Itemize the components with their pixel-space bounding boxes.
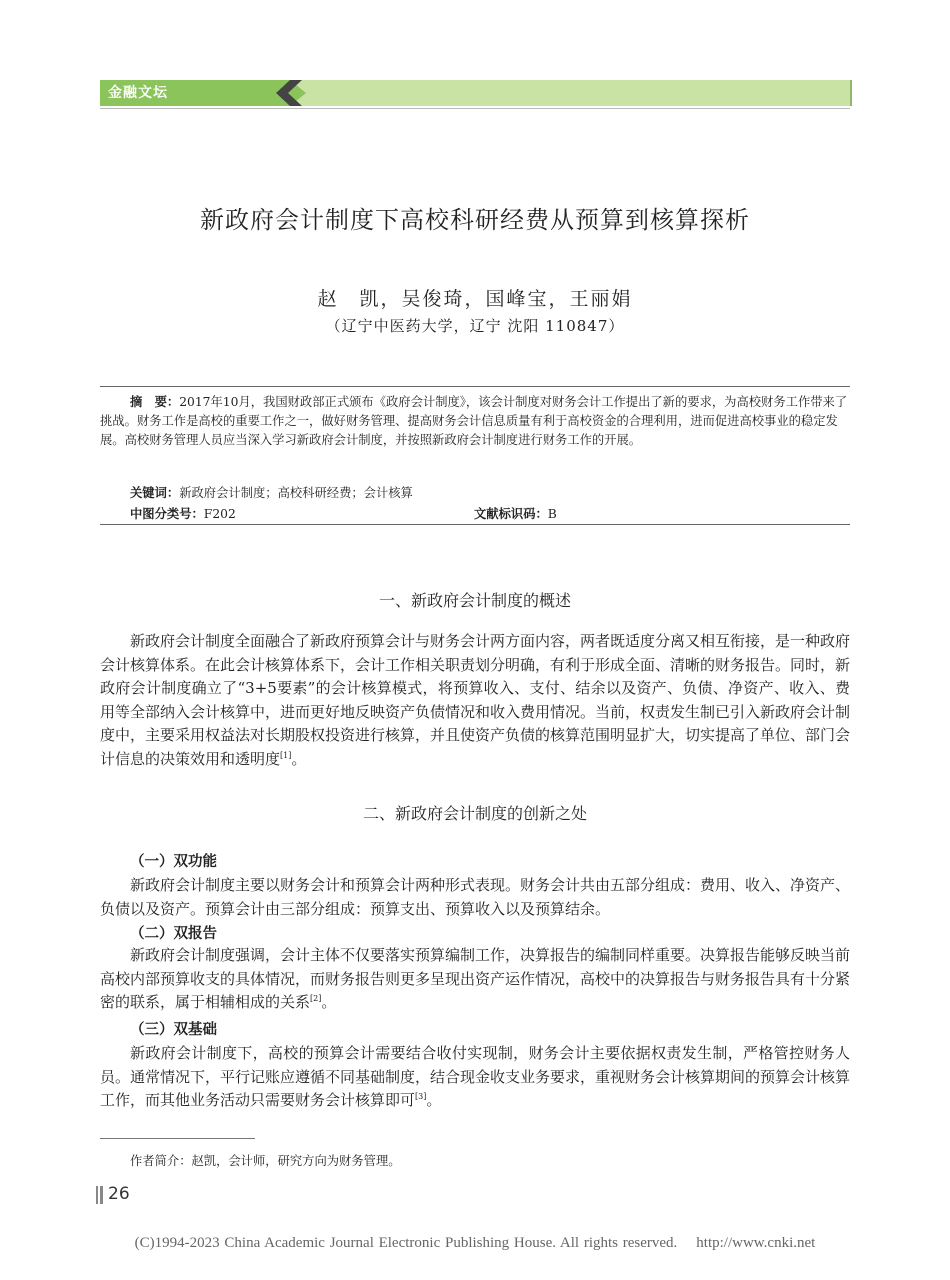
paper-authors: 赵 凯，吴俊琦，国峰宝，王丽娟 xyxy=(317,288,633,310)
classification-label: 中图分类号： xyxy=(130,507,204,521)
section-1-end: 。 xyxy=(291,749,307,768)
citation-2: [2] xyxy=(310,994,322,1003)
author-note: 作者简介：赵凯，会计师，研究方向为财务管理。 xyxy=(130,1154,401,1168)
footnote-rule xyxy=(100,1138,255,1139)
abstract-label: 摘 要： xyxy=(130,395,180,409)
subsection-3-paragraph xyxy=(100,1042,850,1113)
subsection-3-end: 。 xyxy=(426,1091,442,1109)
copyright-notice: (C)1994-2023 China Academic Journal Electronic Publishing House. All rights reserved. http://www.cnki.net xyxy=(134,1235,816,1251)
subsection-1-paragraph: 新政府会计制度主要以财务会计和预算会计两种形式表现。财务会计共由五部分组成：费用、收入、净资产、负债以及资产。预算会计由三部分组成：预算支出、预算收入以及预算结余。 xyxy=(100,876,851,918)
abstract-top-rule xyxy=(100,386,850,387)
page-marker-icon xyxy=(96,1186,104,1204)
citation-3: [3] xyxy=(415,1092,427,1101)
keywords xyxy=(130,483,413,501)
document-code xyxy=(474,504,557,522)
classification xyxy=(130,504,236,522)
section-2-heading: 二、新政府会计制度的创新之处 xyxy=(362,804,587,823)
abstract xyxy=(100,393,850,450)
paper-title: 新政府会计制度下高校科研经费从预算到核算探析 xyxy=(200,206,750,234)
abstract-text: 2017年10月，我国财政部正式颁布《政府会计制度》，该会计制度对财务会计工作提出了新的要求，为高校财务工作带来了挑战。财务工作是高校的重要工作之一，做好财务管理、提高财务会计信息质量有利于高校资金的合理利用，进而促进高校事业的稳定发展。高校财务管理人员应当深入学习新政府会计制度，并按照新政府会计制度进行财务工作的开展。 xyxy=(100,395,848,447)
paper-affiliation: （辽宁中医药大学，辽宁 沈阳 110847） xyxy=(325,317,625,335)
header-divider xyxy=(100,108,850,109)
subsection-3-text: 新政府会计制度下，高校的预算会计需要结合收付实现制，财务会计主要依据权责发生制，严格管控财务人员。通常情况下，平行记账应遵循不同基础制度，结合现金收支业务要求，重视财务会计核算期间的预算会计核算工作，而其他业务活动只需要财务会计核算即可 xyxy=(100,1044,851,1109)
subsection-2-heading: （二）双报告 xyxy=(130,926,217,942)
document-code-value: B xyxy=(547,507,557,521)
keywords-label: 关键词： xyxy=(130,486,180,500)
section-1-heading: 一、新政府会计制度的概述 xyxy=(378,591,571,610)
keywords-text: 新政府会计制度；高校科研经费；会计核算 xyxy=(179,486,413,500)
section-1-text: 新政府会计制度全面融合了新政府预算会计与财务会计两方面内容，两者既适度分离又相互衔接，是一种政府会计核算体系。在此会计核算体系下，会计工作相关职责划分明确，有利于形成全面、清晰的财务报告。同时，新政府会计制度确立了“3+5要素”的会计核算模式，将预算收入、支付、结余以及资产、负债、净资产、收入、费用等全部纳入会计核算中，进而更好地反映资产负债情况和收入费用情况。当前，权责发生制已引入新政府会计制度中，主要采用权益法对长期股权投资进行核算，并且使资产负债的核算范围明显扩大，切实提高了单位、部门会计信息的决策效用和透明度 xyxy=(100,632,851,768)
page-number: 26 xyxy=(108,1184,130,1204)
banner-arrow-icon xyxy=(276,80,316,106)
classification-number: F202 xyxy=(203,507,236,521)
subsection-2-end: 。 xyxy=(321,993,337,1011)
section-label: 金融文坛 xyxy=(108,85,168,101)
subsection-1-heading: （一）双功能 xyxy=(130,854,217,870)
subsection-3-heading: （三）双基础 xyxy=(130,1022,217,1038)
section-1-paragraph xyxy=(100,630,850,771)
document-code-label: 文献标识码： xyxy=(474,507,548,521)
citation-1: [1] xyxy=(280,750,292,760)
subsection-2-paragraph xyxy=(100,944,850,1015)
subsection-2-text: 新政府会计制度强调，会计主体不仅要落实预算编制工作，决算报告的编制同样重要。决算报告能够反映当前高校内部预算收支的具体情况，而财务报告则更多呈现出资产运作情况，高校中的决算报告与财务报告具有十分紧密的联系，属于相辅相成的关系 xyxy=(100,946,851,1011)
abstract-bottom-rule xyxy=(100,524,850,525)
